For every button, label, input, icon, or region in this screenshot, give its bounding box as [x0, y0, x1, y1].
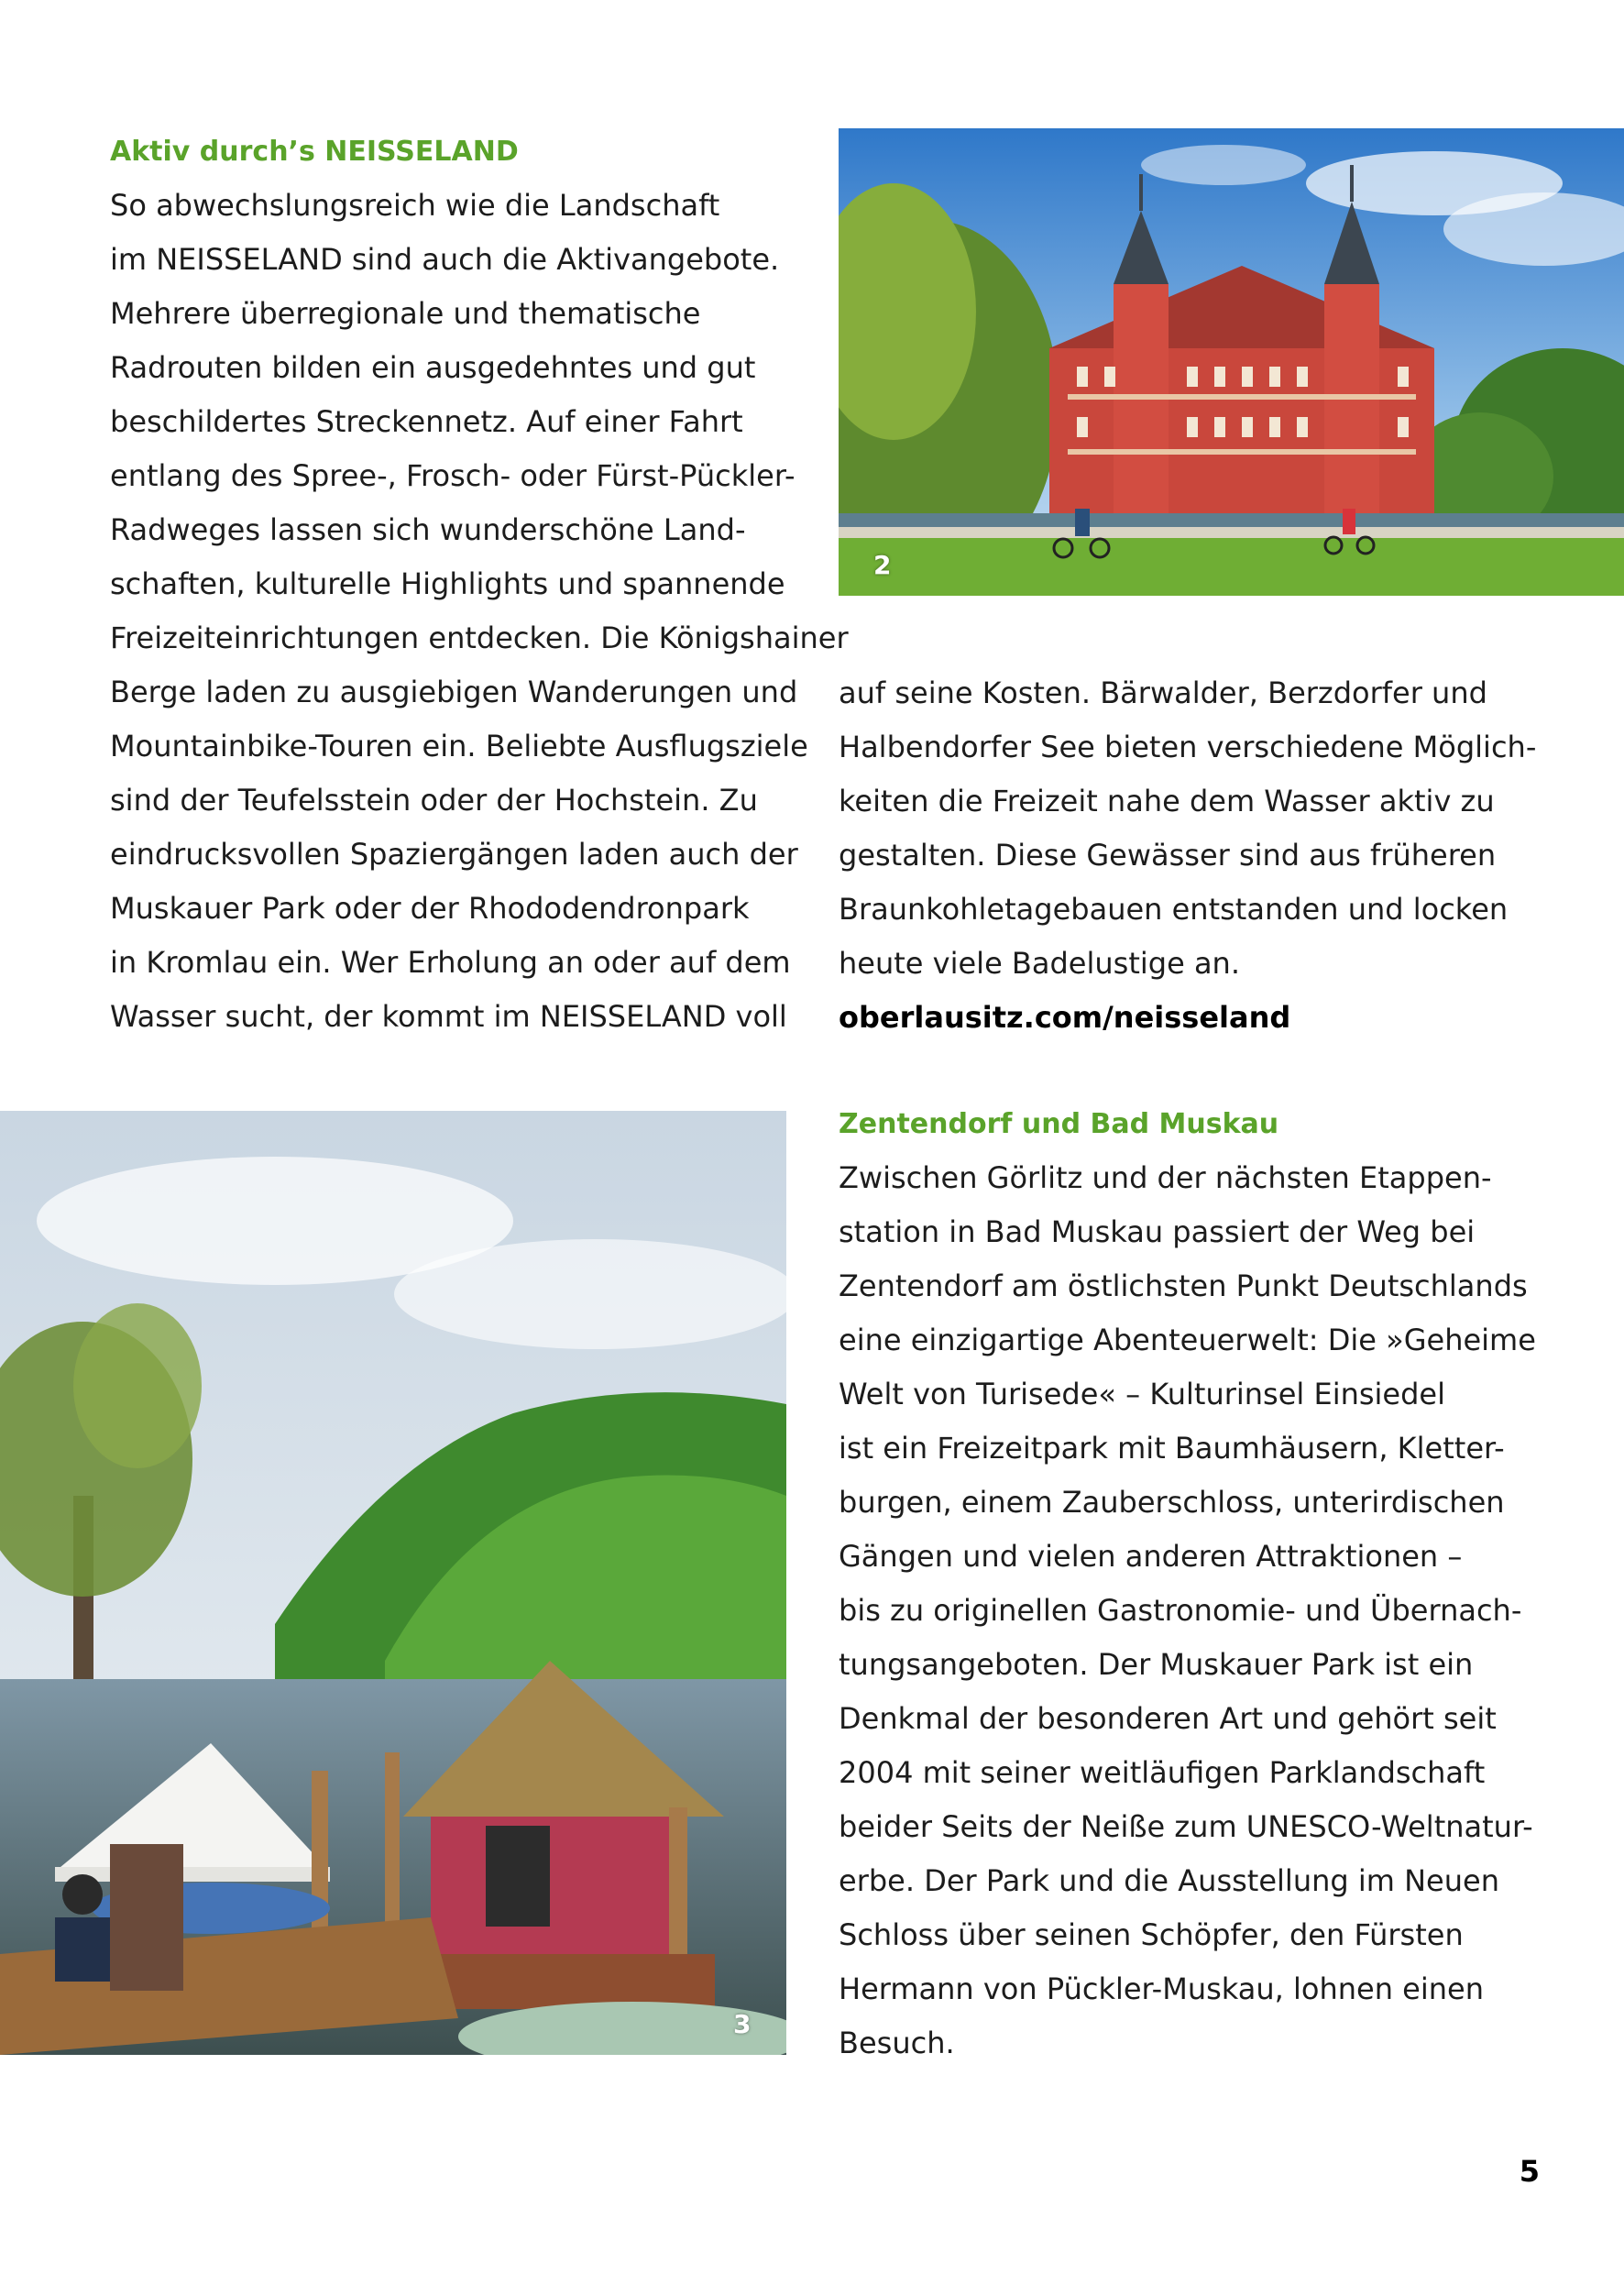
section-aktiv: [110, 125, 849, 1044]
castle-illustration: [839, 128, 1624, 596]
section-body: [839, 1151, 1535, 2070]
text-line: Halbendorfer See bieten verschiedene Möglich-: [839, 730, 1537, 764]
river-stage-photo: [0, 1111, 786, 2055]
section-body-right: [839, 666, 1535, 1045]
text-line: Muskauer Park oder der Rhododendronpark: [110, 891, 750, 926]
text-line: eindrucksvollen Spaziergängen laden auch der: [110, 837, 798, 872]
text-line: Radweges lassen sich wunderschöne Land-: [110, 512, 746, 547]
text-line: im NEISSELAND sind auch die Aktivangebote.: [110, 242, 780, 277]
river-stage-illustration: [0, 1111, 786, 2055]
section-body-left: [110, 179, 849, 1044]
section-heading: Zentendorf und Bad Muskau: [839, 1108, 1279, 1140]
page-number: 5: [1519, 2154, 1540, 2189]
section-zentendorf: [839, 1097, 1535, 2070]
text-line: station in Bad Muskau passiert der Weg bei: [839, 1214, 1476, 1249]
text-line: burgen, einem Zauberschloss, unterirdischen: [839, 1485, 1505, 1520]
text-line: sind der Teufelsstein oder der Hochstein. Zu: [110, 783, 758, 818]
text-line: Besuch.: [839, 2026, 955, 2060]
text-line: Braunkohletagebauen entstanden und locken: [839, 892, 1509, 927]
text-line: schaften, kulturelle Highlights und spannende: [110, 566, 785, 601]
text-line: in Kromlau ein. Wer Erholung an oder auf dem: [110, 945, 791, 980]
photo-number: 2: [873, 550, 892, 580]
text-line: Zentendorf am östlichsten Punkt Deutschlands: [839, 1268, 1528, 1303]
text-line: So abwechslungsreich wie die Landschaft: [110, 188, 720, 223]
text-line: Zwischen Görlitz und der nächsten Etappen-: [839, 1160, 1492, 1195]
text-line: Gängen und vielen anderen Attraktionen –: [839, 1539, 1463, 1574]
text-line: 2004 mit seiner weitläufigen Parklandschaft: [839, 1755, 1486, 1790]
text-line: eine einzigartige Abenteuerwelt: Die »Geheime: [839, 1323, 1536, 1357]
text-line: ist ein Freizeitpark mit Baumhäusern, Kletter-: [839, 1431, 1505, 1466]
text-line: tungsangeboten. Der Muskauer Park ist ein: [839, 1647, 1474, 1682]
text-line: keiten die Freizeit nahe dem Wasser aktiv zu: [839, 784, 1495, 818]
text-line: heute viele Badelustige an.: [839, 946, 1240, 981]
text-line: Mountainbike-Touren ein. Beliebte Ausflugsziele: [110, 729, 808, 763]
text-line: Schloss über seinen Schöpfer, den Fürsten: [839, 1917, 1464, 1952]
text-line: Welt von Turisede« – Kulturinsel Einsiedel: [839, 1377, 1445, 1411]
text-line: beider Seits der Neiße zum UNESCO-Weltnatur-: [839, 1809, 1533, 1844]
text-line: Berge laden zu ausgiebigen Wanderungen und: [110, 675, 798, 709]
text-line: Mehrere überregionale und thematische: [110, 296, 701, 331]
section-heading: Aktiv durch’s NEISSELAND: [110, 136, 519, 168]
text-line: Hermann von Pückler-Muskau, lohnen einen: [839, 1971, 1484, 2006]
castle-photo: [839, 128, 1624, 596]
text-line: entlang des Spree-, Frosch- oder Fürst-Pückler-: [110, 458, 796, 493]
text-line: gestalten. Diese Gewässer sind aus früheren: [839, 838, 1497, 873]
text-line: beschildertes Streckennetz. Auf einer Fahrt: [110, 404, 743, 439]
photo-number: 3: [733, 2009, 752, 2039]
text-line: Wasser sucht, der kommt im NEISSELAND voll: [110, 999, 787, 1034]
text-line: Radrouten bilden ein ausgedehntes und gut: [110, 350, 756, 385]
neisseland-link[interactable]: oberlausitz.com/neisseland: [839, 1000, 1291, 1035]
text-line: bis zu originellen Gastronomie- und Übernach-: [839, 1593, 1522, 1628]
text-line: Denkmal der besonderen Art und gehört seit: [839, 1701, 1497, 1736]
text-line: auf seine Kosten. Bärwalder, Berzdorfer und: [839, 675, 1487, 710]
text-line: Freizeiteinrichtungen entdecken. Die Königshainer: [110, 620, 849, 655]
text-line: erbe. Der Park und die Ausstellung im Neuen: [839, 1863, 1499, 1898]
